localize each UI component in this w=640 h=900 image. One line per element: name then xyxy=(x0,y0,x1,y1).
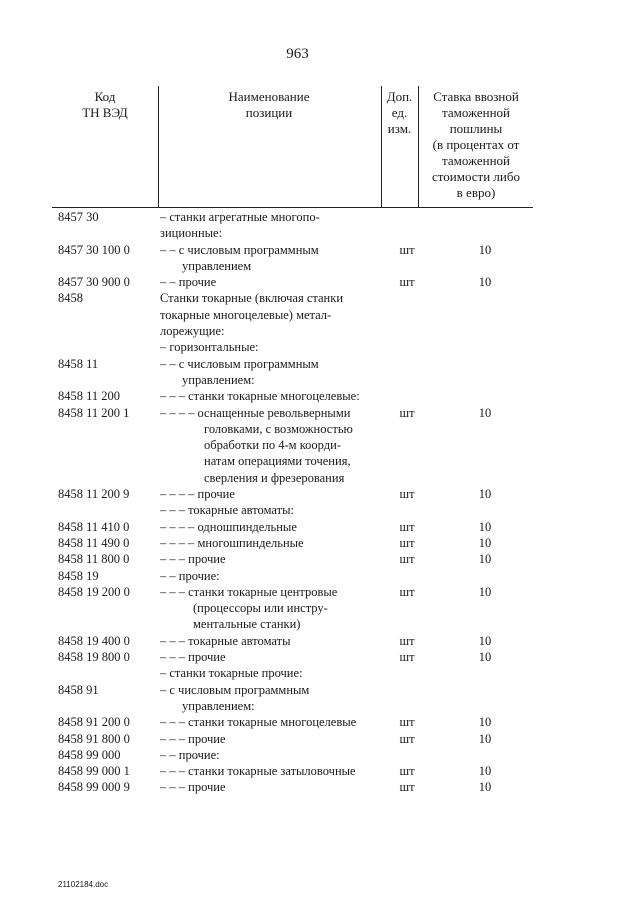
header-unit-line: Доп. xyxy=(386,89,413,104)
table-row xyxy=(0,242,640,275)
footer-filename: 21102184.doc xyxy=(58,880,109,889)
header-rate-line: пошлины xyxy=(449,121,503,136)
tariff-code: 8458 11 490 0 xyxy=(58,535,130,550)
unit-cell: шт xyxy=(399,731,415,746)
duty-rate-cell: 10 xyxy=(478,275,492,290)
table-row xyxy=(0,779,640,795)
description-line: – – – токарные автоматы xyxy=(160,633,291,648)
header-bottom-rule xyxy=(52,207,533,208)
table-row xyxy=(0,747,640,763)
item-description xyxy=(160,568,388,584)
item-description xyxy=(160,405,388,486)
description-line: – станки токарные прочие: xyxy=(160,666,303,681)
item-description xyxy=(160,779,388,795)
header-unit xyxy=(382,89,417,137)
item-description xyxy=(160,649,388,665)
header-rate-line: стоимости либо xyxy=(431,169,520,184)
item-description xyxy=(160,388,388,404)
duty-rate-cell: 10 xyxy=(478,552,492,567)
table-row xyxy=(0,274,640,290)
description-line: – – – токарные автоматы: xyxy=(160,503,294,518)
header-rate xyxy=(420,89,532,201)
item-description xyxy=(160,633,388,649)
description-line: Станки токарные (включая станки xyxy=(160,291,344,306)
description-line: ментальные станки) xyxy=(193,617,301,632)
description-line: – – – прочие xyxy=(160,780,226,795)
table-row xyxy=(0,568,640,584)
item-description xyxy=(160,682,388,715)
unit-cell: шт xyxy=(399,764,415,779)
item-description xyxy=(160,551,388,567)
description-line: – – – станки токарные затыловочные xyxy=(160,764,356,779)
description-line: – – – – прочие xyxy=(160,487,235,502)
tariff-rows xyxy=(0,209,640,796)
tariff-code: 8458 19 200 0 xyxy=(58,584,130,599)
table-row xyxy=(0,405,640,486)
description-line: – – – станки токарные центровые xyxy=(160,584,338,599)
description-line: управлением: xyxy=(182,698,255,713)
description-line: управлением xyxy=(182,258,252,273)
header-code xyxy=(55,89,155,121)
unit-cell: шт xyxy=(399,242,415,257)
description-line: – станки агрегатные многопо- xyxy=(160,210,320,224)
tariff-code: 8458 11 200 9 xyxy=(58,487,130,502)
item-description xyxy=(160,339,388,355)
tariff-code: 8458 91 800 0 xyxy=(58,731,130,746)
tariff-code: 8458 99 000 1 xyxy=(58,764,130,779)
tariff-code: 8458 19 xyxy=(58,568,99,583)
header-unit-line: изм. xyxy=(387,121,412,136)
description-line: – – – станки токарные многоцелевые xyxy=(160,715,357,730)
item-description xyxy=(160,714,388,730)
header-col-divider-1 xyxy=(158,86,159,208)
table-row xyxy=(0,551,640,567)
tariff-code: 8458 91 200 0 xyxy=(58,715,130,730)
unit-cell: шт xyxy=(399,519,415,534)
description-line: – – с числовым программным xyxy=(160,242,319,257)
description-line: сверления и фрезерования xyxy=(204,470,345,485)
duty-rate-cell: 10 xyxy=(478,715,492,730)
unit-cell: шт xyxy=(399,275,415,290)
item-description xyxy=(160,763,388,779)
description-line: токарные многоцелевые) метал- xyxy=(160,307,332,322)
header-name xyxy=(160,89,378,121)
tariff-code: 8457 30 900 0 xyxy=(58,275,130,290)
description-line: – горизонтальные: xyxy=(160,340,259,355)
table-row xyxy=(0,519,640,535)
tariff-code: 8457 30 xyxy=(58,210,99,224)
page-number: 963 xyxy=(286,46,309,62)
description-line: – – прочие xyxy=(160,275,217,290)
header-code-line: Код xyxy=(94,89,116,104)
description-line: – – – станки токарные многоцелевые: xyxy=(160,389,360,404)
table-row xyxy=(0,388,640,404)
table-row xyxy=(0,763,640,779)
tariff-code: 8458 11 800 0 xyxy=(58,552,130,567)
header-name-line: Наименование xyxy=(228,89,310,104)
duty-rate-cell: 10 xyxy=(478,584,492,599)
tariff-code: 8457 30 100 0 xyxy=(58,242,130,257)
duty-rate-cell: 10 xyxy=(478,650,492,665)
tariff-code: 8458 99 000 9 xyxy=(58,780,130,795)
header-name-line: позиции xyxy=(245,105,293,120)
description-line: – с числовым программным xyxy=(160,682,310,697)
header-rate-line: таможенной xyxy=(442,105,510,120)
table-row xyxy=(0,584,640,633)
tariff-code: 8458 11 200 xyxy=(58,389,121,404)
duty-rate-cell: 10 xyxy=(478,519,492,534)
item-description xyxy=(160,535,388,551)
description-line: – – – – одношпиндельные xyxy=(160,519,297,534)
table-row xyxy=(0,633,640,649)
item-description xyxy=(160,519,388,535)
tariff-code: 8458 91 xyxy=(58,682,99,697)
duty-rate-cell: 10 xyxy=(478,731,492,746)
header-rate-line: в евро) xyxy=(456,185,496,200)
duty-rate-cell: 10 xyxy=(478,780,492,795)
unit-cell: шт xyxy=(399,780,415,795)
table-row xyxy=(0,356,640,389)
duty-rate-cell: 10 xyxy=(478,405,492,420)
description-line: – – – – оснащенные револьверными xyxy=(160,405,351,420)
duty-rate-cell: 10 xyxy=(478,535,492,550)
tariff-code: 8458 xyxy=(58,291,83,306)
duty-rate-cell: 10 xyxy=(478,487,492,502)
item-description xyxy=(160,356,388,389)
tariff-code: 8458 11 xyxy=(58,356,99,371)
unit-cell: шт xyxy=(399,584,415,599)
tariff-code: 8458 19 400 0 xyxy=(58,633,130,648)
unit-cell: шт xyxy=(399,650,415,665)
table-row xyxy=(0,535,640,551)
unit-cell: шт xyxy=(399,487,415,502)
table-row xyxy=(0,665,640,681)
header-rate-line: таможенной xyxy=(442,153,510,168)
unit-cell: шт xyxy=(399,552,415,567)
description-line: головками, с возможностью xyxy=(204,421,353,436)
description-line: – – – прочие xyxy=(160,552,226,567)
header-rate-line: Ставка ввозной xyxy=(433,89,519,104)
description-line: лорежущие: xyxy=(160,324,225,339)
item-description xyxy=(160,584,388,633)
item-description xyxy=(160,747,388,763)
table-row xyxy=(0,209,640,242)
item-description xyxy=(160,290,388,339)
tariff-code: 8458 99 000 xyxy=(58,747,121,762)
description-line: – – – прочие xyxy=(160,650,226,665)
tariff-code: 8458 11 410 0 xyxy=(58,519,130,534)
table-row xyxy=(0,486,640,502)
item-description xyxy=(160,486,388,502)
item-description xyxy=(160,665,388,681)
duty-rate-cell: 10 xyxy=(478,242,492,257)
header-code-line: ТН ВЭД xyxy=(82,105,128,120)
description-line: (процессоры или инстру- xyxy=(193,601,328,616)
table-row xyxy=(0,714,640,730)
table-row xyxy=(0,290,640,339)
duty-rate-cell: 10 xyxy=(478,764,492,779)
tariff-code: 8458 11 200 1 xyxy=(58,405,130,420)
table-row xyxy=(0,339,640,355)
table-row xyxy=(0,731,640,747)
description-line: – – – – многошпиндельные xyxy=(160,535,304,550)
unit-cell: шт xyxy=(399,715,415,730)
item-description xyxy=(160,242,388,275)
table-row xyxy=(0,682,640,715)
table-row xyxy=(0,649,640,665)
description-line: обработки по 4-м коорди- xyxy=(204,438,341,453)
item-description xyxy=(160,502,388,518)
item-description xyxy=(160,274,388,290)
duty-rate-cell: 10 xyxy=(478,633,492,648)
description-line: – – с числовым программным xyxy=(160,356,319,371)
item-description xyxy=(160,731,388,747)
unit-cell: шт xyxy=(399,633,415,648)
item-description xyxy=(160,209,388,242)
tariff-code: 8458 19 800 0 xyxy=(58,650,130,665)
description-line: – – прочие: xyxy=(160,747,220,762)
description-line: – – – прочие xyxy=(160,731,226,746)
table-row xyxy=(0,502,640,518)
description-line: управлением: xyxy=(182,372,255,387)
description-line: – – прочие: xyxy=(160,568,220,583)
unit-cell: шт xyxy=(399,405,415,420)
header-rate-line: (в процентах от xyxy=(432,137,520,152)
header-col-divider-3 xyxy=(418,86,419,208)
unit-cell: шт xyxy=(399,535,415,550)
description-line: зиционные: xyxy=(160,226,223,241)
description-line: натам операциями точения, xyxy=(204,454,351,469)
header-unit-line: ед. xyxy=(391,105,408,120)
